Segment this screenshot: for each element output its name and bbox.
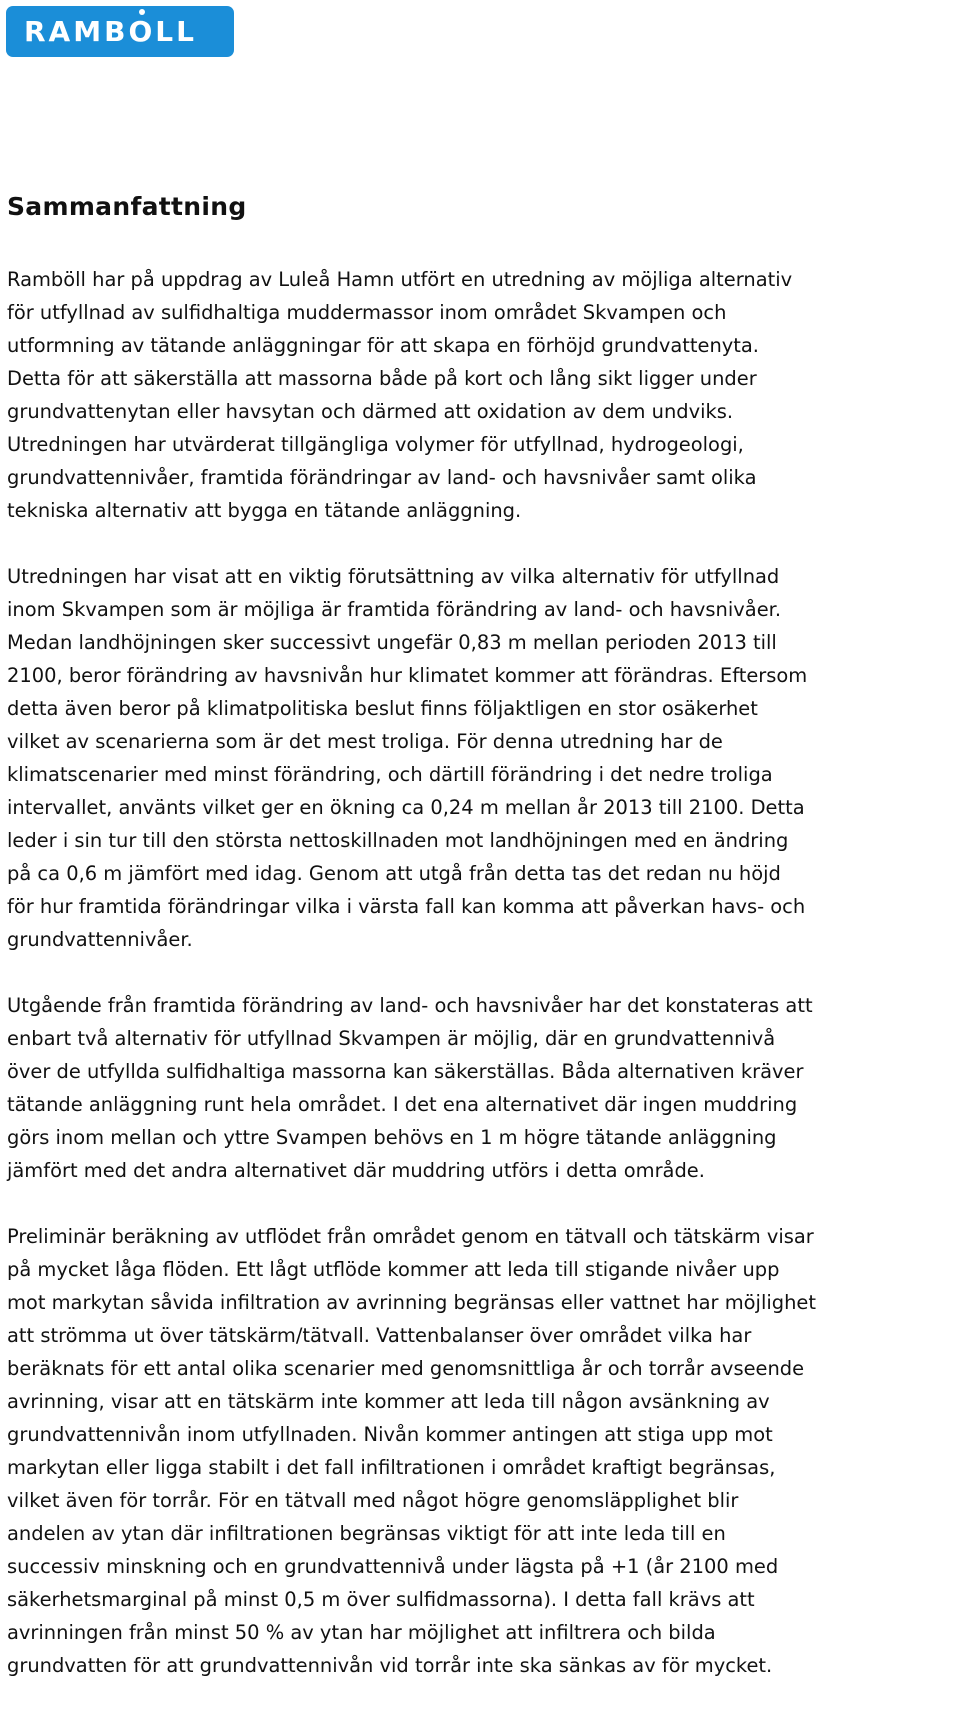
text-line: för hur framtida förändringar vilka i värsta fall kan komma att påverkan havs- och [7,895,806,918]
text-line: säkerhetsmarginal på minst 0,5 m över sulfidmassorna). I detta fall krävs att [7,1588,755,1611]
text-line: grundvattennivåer. [7,928,193,951]
logo-text-part: RAMB [24,14,129,48]
text-line: på ca 0,6 m jämfört med idag. Genom att utgå från detta tas det redan nu höjd [7,862,781,885]
text-line: att strömma ut över tätskärm/tätvall. Vattenbalanser över området vilka har [7,1324,752,1347]
text-line: enbart två alternativ för utfyllnad Skvampen är möjlig, där en grundvattennivå [7,1027,776,1050]
text-line: över de utfyllda sulfidhaltiga massorna kan säkerställas. Båda alternativen kräver [7,1060,804,1083]
text-line: Preliminär beräkning av utflödet från området genom en tätvall och tätskärm visar [7,1225,814,1248]
text-line: tekniska alternativ att bygga en tätande anläggning. [7,499,522,522]
text-line: Medan landhöjningen sker successivt ungefär 0,83 m mellan perioden 2013 till [7,631,777,654]
text-line: grundvatten för att grundvattennivån vid torrår inte ska sänkas av för mycket. [7,1654,773,1677]
logo-o-char: O [128,14,156,48]
document-body [7,263,959,1715]
text-line: grundvattennivån inom utfyllnaden. Nivån kommer antingen att stiga upp mot [7,1423,773,1446]
text-line: Utredningen har utvärderat tillgängliga volymer för utfyllnad, hydrogeologi, [7,433,744,456]
paragraph [7,989,959,1187]
text-line: klimatscenarier med minst förändring, och därtill förändring i det nedre troliga [7,763,773,786]
text-line: görs inom mellan och yttre Svampen behövs en 1 m högre tätande anläggning [7,1126,777,1149]
text-line: på mycket låga flöden. Ett lågt utflöde kommer att leda till stigande nivåer upp [7,1258,780,1281]
text-line: mot markytan såvida infiltration av avrinning begränsas eller vattnet har möjlighet [7,1291,816,1314]
text-line: vilket även för torrår. För en tätvall med något högre genomsläpplighet blir [7,1489,739,1512]
text-line: Ramböll har på uppdrag av Luleå Hamn utfört en utredning av möjliga alternativ [7,268,793,291]
logo-text-part: LL [155,14,197,48]
paragraph [7,560,959,956]
text-line: för utfyllnad av sulfidhaltiga muddermassor inom området Skvampen och [7,301,727,324]
logo-o-letter [128,14,156,48]
text-line: andelen av ytan där infiltrationen begränsas viktigt för att inte leda till en [7,1522,726,1545]
text-line: vilket av scenarierna som är det mest troliga. För denna utredning har de [7,730,723,753]
text-line: leder i sin tur till den största nettoskillnaden mot landhöjningen med en ändring [7,829,789,852]
text-line: utformning av tätande anläggningar för att skapa en förhöjd grundvattenyta. [7,334,759,357]
ramboll-logo [6,6,234,57]
text-line: beräknats för ett antal olika scenarier med genomsnittliga år och torrår avseende [7,1357,805,1380]
paragraph [7,263,959,527]
page-title: Sammanfattning [7,192,247,221]
text-line: markytan eller ligga stabilt i det fall infiltrationen i området kraftigt begränsas, [7,1456,776,1479]
text-line: intervallet, använts vilket ger en ökning ca 0,24 m mellan år 2013 till 2100. Detta [7,796,805,819]
text-line: grundvattennivåer, framtida förändringar av land- och havsnivåer samt olika [7,466,757,489]
text-line: successiv minskning och en grundvattennivå under lägsta på +1 (år 2100 med [7,1555,779,1578]
logo-wordmark [24,14,197,48]
text-line: 2100, beror förändring av havsnivån hur klimatet kommer att förändras. Eftersom [7,664,808,687]
text-line: inom Skvampen som är möjliga är framtida förändring av land- och havsnivåer. [7,598,782,621]
text-line: jämfört med det andra alternativet där muddring utförs i detta område. [7,1159,705,1182]
text-line: Utgående från framtida förändring av land- och havsnivåer har det konstateras att [7,994,813,1017]
text-line: grundvattenytan eller havsytan och därmed att oxidation av dem undviks. [7,400,734,423]
text-line: avrinningen från minst 50 % av ytan har möjlighet att infiltrera och bilda [7,1621,716,1644]
text-line: tätande anläggning runt hela området. I det ena alternativet där ingen muddring [7,1093,798,1116]
text-line: detta även beror på klimatpolitiska beslut finns följaktligen en stor osäkerhet [7,697,758,720]
text-line: Utredningen har visat att en viktig förutsättning av vilka alternativ för utfyllnad [7,565,780,588]
paragraph [7,1220,959,1682]
logo-dot-icon [139,9,145,15]
text-line: Detta för att säkerställa att massorna både på kort och lång sikt ligger under [7,367,757,390]
text-line: avrinning, visar att en tätskärm inte kommer att leda till någon avsänkning av [7,1390,770,1413]
